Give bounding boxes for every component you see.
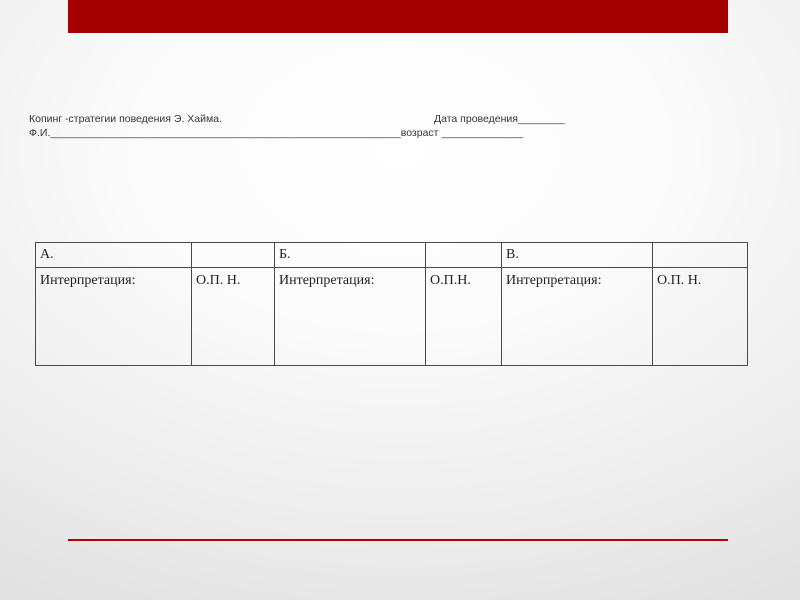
name-age-field-label: Ф.И.____________________________________________________________возраст ______________	[29, 127, 524, 139]
section-a-interpretation: Интерпретация:	[36, 268, 192, 366]
section-a-header: А.	[36, 243, 192, 268]
section-b-interpretation: Интерпретация:	[275, 268, 426, 366]
bottom-divider	[68, 539, 728, 541]
top-accent-band	[68, 0, 728, 33]
section-b-score-header	[426, 243, 502, 268]
form-title: Копинг -стратегии поведения Э. Хайма.	[29, 113, 222, 125]
section-b-header: Б.	[275, 243, 426, 268]
section-b-score: О.П.Н.	[426, 268, 502, 366]
answer-table	[35, 242, 748, 366]
section-v-header: В.	[502, 243, 653, 268]
table-body-row	[36, 268, 748, 366]
section-a-score-header	[192, 243, 275, 268]
table-header-row	[36, 243, 748, 268]
section-v-score: О.П. Н.	[653, 268, 748, 366]
date-field-label: Дата проведения________	[434, 113, 565, 125]
section-a-score: О.П. Н.	[192, 268, 275, 366]
section-v-interpretation: Интерпретация:	[502, 268, 653, 366]
section-v-score-header	[653, 243, 748, 268]
